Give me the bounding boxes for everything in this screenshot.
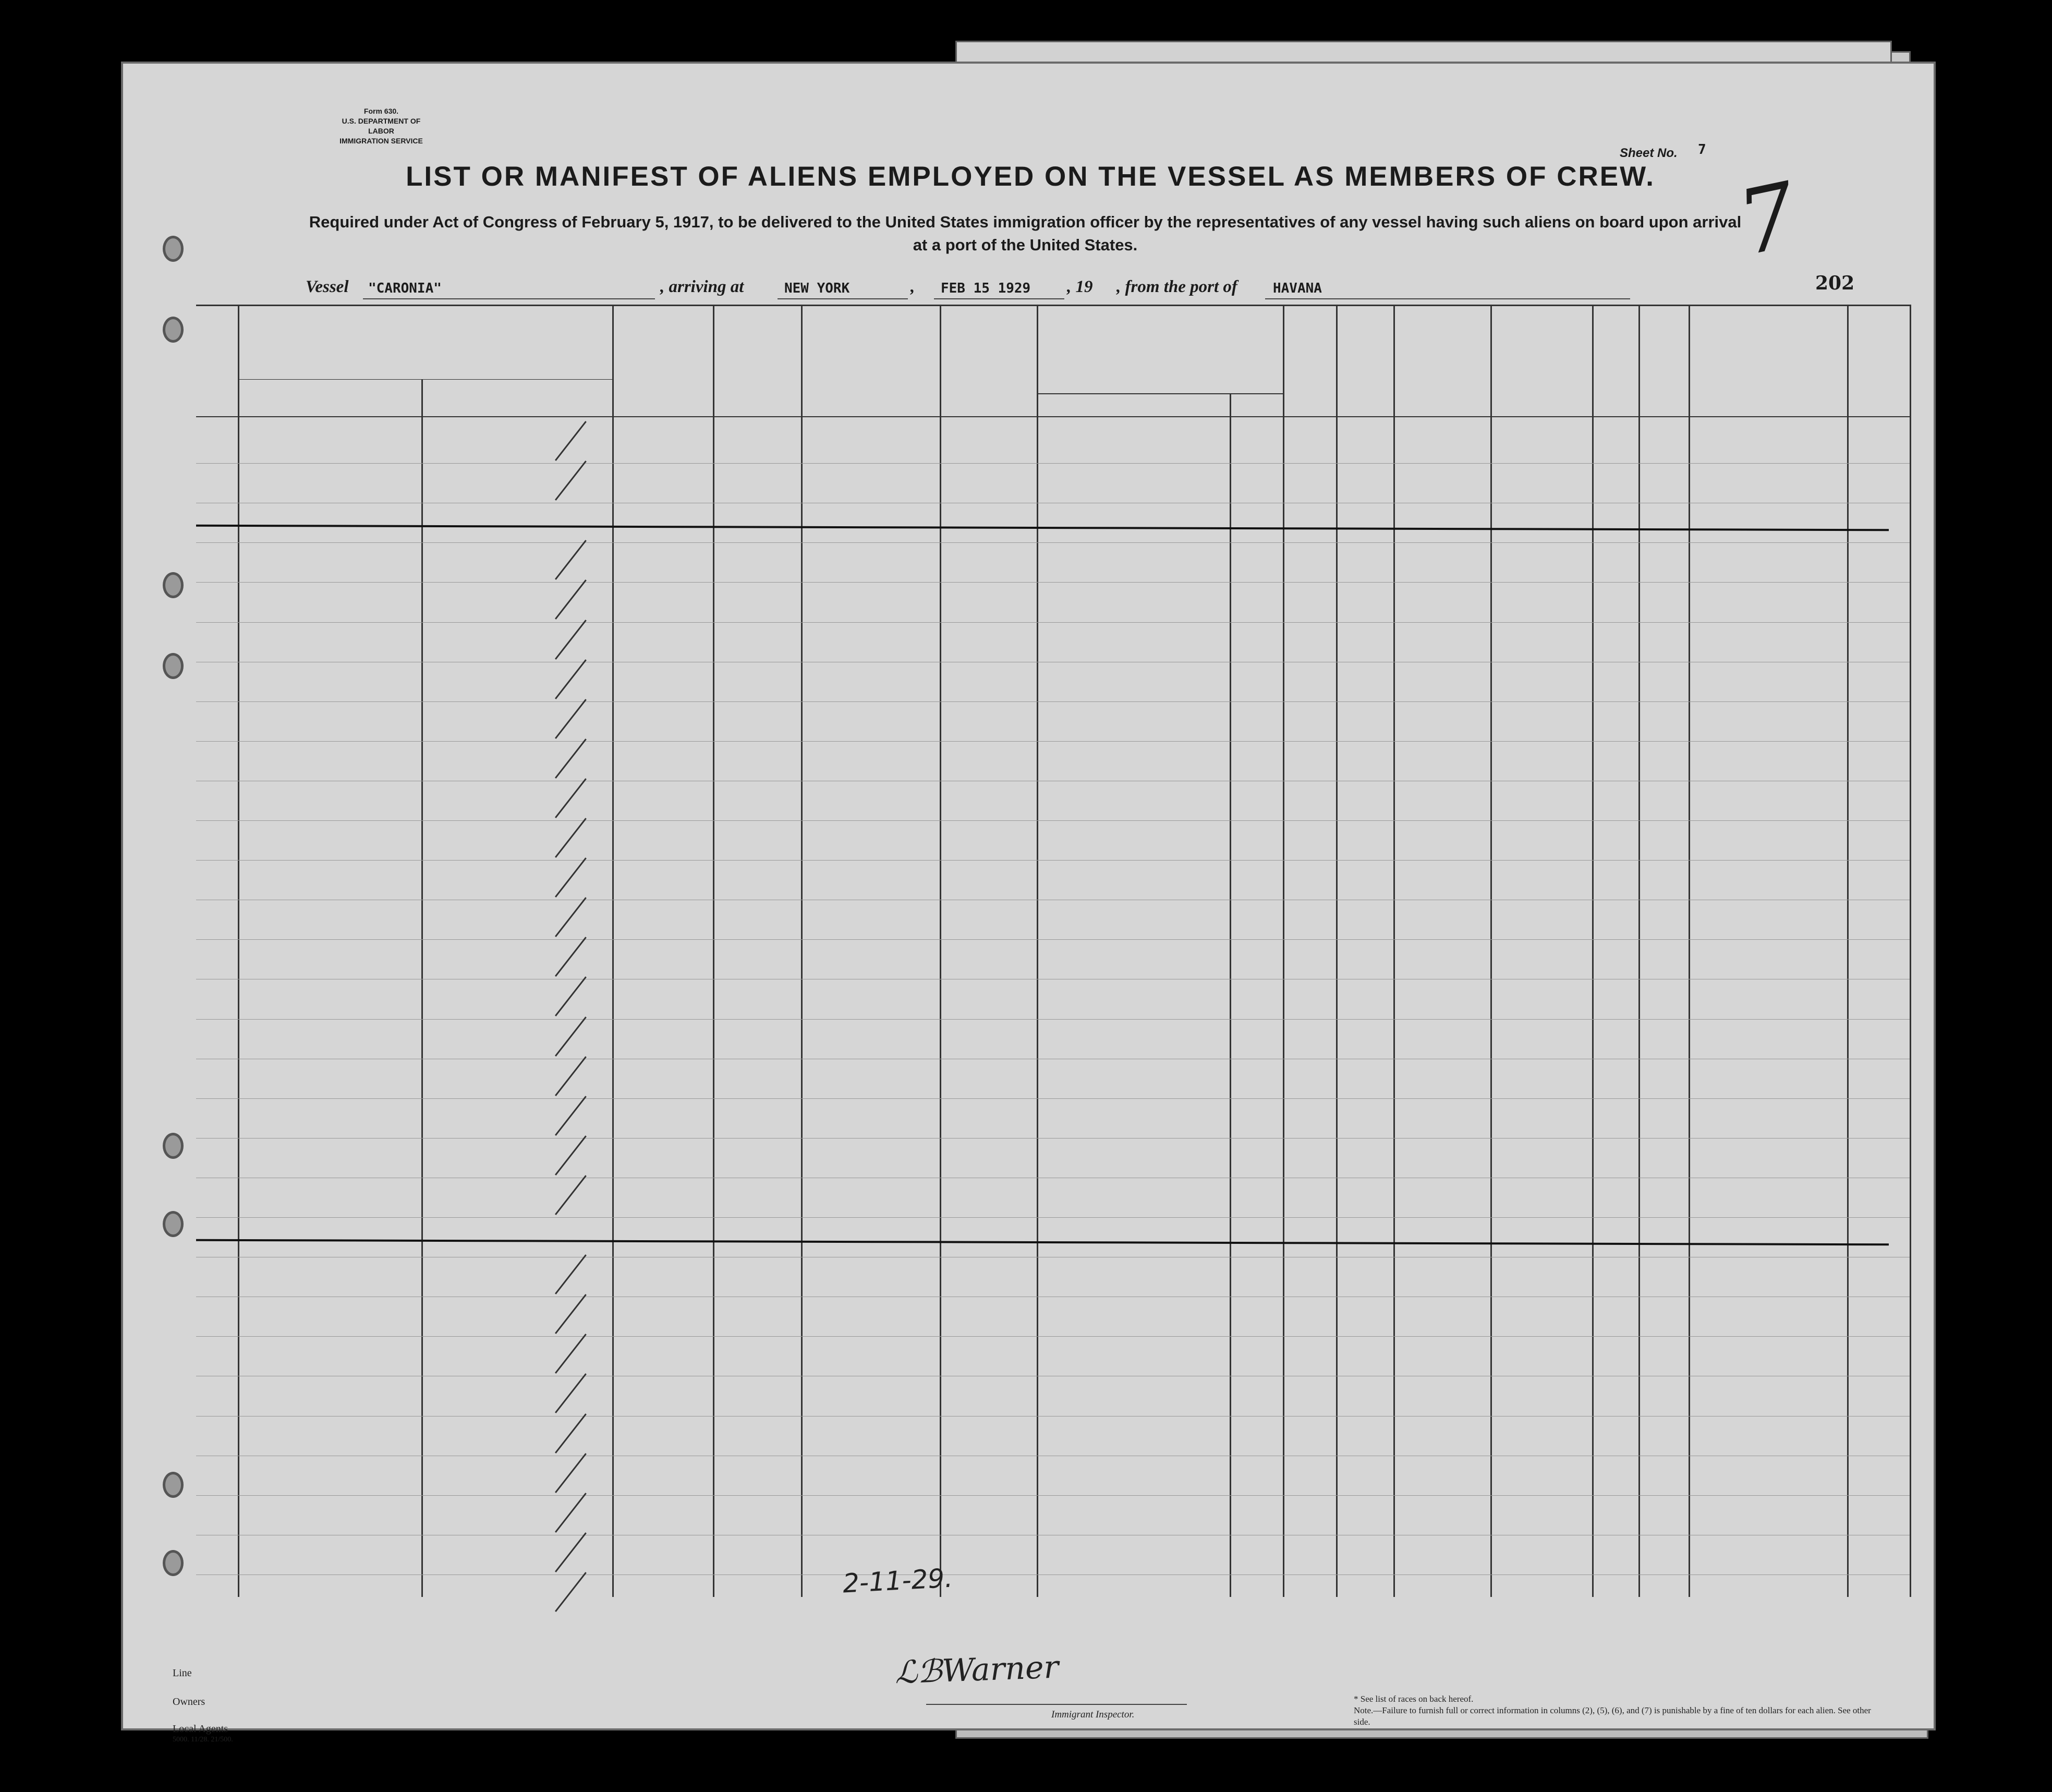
row-rule — [196, 939, 1910, 940]
vessel-name: "CARONIA" — [368, 281, 442, 296]
strikethrough-line — [196, 1239, 1889, 1245]
form-header-block — [329, 106, 433, 146]
from-port-label: , from the port of — [1116, 277, 1237, 296]
page-title: LIST OR MANIFEST OF ALIENS EMPLOYED ON THE VESSEL AS MEMBERS OF CREW. — [406, 161, 1655, 192]
column-rule — [1638, 305, 1640, 1597]
column-rule — [421, 379, 423, 1597]
check-mark — [555, 1334, 587, 1374]
owners-label: Owners — [173, 1696, 205, 1708]
check-mark — [555, 1413, 587, 1454]
footer-notes — [1354, 1693, 1875, 1728]
column-rule — [1490, 305, 1492, 1597]
column-rule — [238, 305, 239, 1597]
penalty-note: Note.—Failure to furnish full or correct information in columns (2), (5), (6), and (7) is punishable by a fine of ten dollars for each alien. See other side. — [1354, 1705, 1871, 1727]
row-rule — [196, 542, 1910, 543]
row-rule — [196, 1019, 1910, 1020]
check-mark — [555, 738, 587, 779]
department-name: U.S. DEPARTMENT OF LABOR — [342, 117, 421, 135]
column-rule — [1283, 305, 1284, 1597]
departure-port: HAVANA — [1273, 281, 1322, 296]
column-rule — [1230, 393, 1231, 1597]
column-rule — [1037, 305, 1038, 1597]
check-mark — [555, 778, 587, 818]
binder-hole — [163, 236, 184, 262]
check-mark — [555, 540, 587, 580]
page-subtitle: Required under Act of Congress of February 5, 1917, to be delivered to the United States immigration officer by the representatives of any vessel having such aliens on board upon arrival at a port of the United States. — [309, 213, 1742, 254]
year-label: , 19 — [1067, 277, 1093, 296]
row-rule — [196, 1098, 1910, 1099]
check-mark — [555, 421, 587, 461]
service-name: IMMIGRATION SERVICE — [339, 137, 423, 145]
check-mark — [555, 620, 587, 660]
column-rule — [612, 305, 614, 1597]
sheet-number-value: 7 — [1698, 142, 1706, 158]
row-rule — [196, 1495, 1910, 1496]
row-rule — [196, 860, 1910, 861]
row-rule — [196, 820, 1910, 821]
row-rule — [196, 622, 1910, 623]
row-rule — [196, 701, 1910, 702]
check-mark — [555, 1532, 587, 1572]
check-mark — [555, 897, 587, 937]
strikethrough-line — [196, 525, 1889, 531]
row-rule — [196, 582, 1910, 583]
binder-hole — [163, 653, 184, 679]
check-mark — [555, 1135, 587, 1176]
sheet-number-label: Sheet No. — [1620, 146, 1678, 160]
binder-hole — [163, 1550, 184, 1576]
header-bottom-rule — [196, 416, 1910, 417]
check-mark — [555, 1294, 587, 1334]
check-mark — [555, 461, 587, 501]
binder-hole — [163, 572, 184, 598]
page-stamp-number: 202 — [1815, 272, 1855, 294]
handwritten-date-note: 2-11-29. — [842, 1563, 954, 1599]
row-rule — [196, 1217, 1910, 1218]
manifest-sheet — [121, 62, 1936, 1743]
column-rule — [1910, 305, 1911, 1597]
arrival-date: FEB 15 1929 — [941, 281, 1031, 296]
column-rule — [940, 305, 941, 1597]
column-rule — [1689, 305, 1690, 1597]
binder-hole — [163, 317, 184, 343]
inspector-label: Immigrant Inspector. — [1051, 1709, 1135, 1720]
binder-hole — [163, 1211, 184, 1237]
column-rule — [1847, 305, 1849, 1597]
signature-line — [926, 1704, 1187, 1705]
line-label: Line — [173, 1667, 192, 1679]
check-mark — [555, 659, 587, 699]
print-code: 5000. 11/28. 21/500. — [173, 1736, 233, 1743]
column-rule — [713, 305, 714, 1597]
row-rule — [196, 1138, 1910, 1139]
check-mark — [555, 699, 587, 739]
inspector-signature: ℒℬWarner — [894, 1649, 1060, 1691]
handwritten-sheet-number: 7 — [1729, 163, 1806, 276]
check-mark — [555, 1453, 587, 1493]
name-subheader-rule — [238, 379, 612, 380]
check-mark — [555, 1175, 587, 1215]
shipped-subheader-rule — [1037, 393, 1283, 394]
check-mark — [555, 857, 587, 898]
check-mark — [555, 1374, 587, 1414]
vessel-label: Vessel — [306, 277, 349, 296]
row-rule — [196, 1336, 1910, 1337]
check-mark — [555, 580, 587, 620]
check-mark — [555, 1016, 587, 1057]
vessel-info-line: Vessel "CARONIA" , arriving at NEW YORK , FEB 15 1929 , 19 , from the port of HAVANA — [306, 277, 1974, 304]
form-number: Form 630. — [363, 107, 399, 115]
races-note: * See list of races on back hereof. — [1354, 1694, 1474, 1704]
column-rule — [1592, 305, 1594, 1597]
check-mark — [555, 1056, 587, 1096]
row-rule — [196, 741, 1910, 742]
binder-hole — [163, 1133, 184, 1159]
check-mark — [555, 818, 587, 858]
check-mark — [555, 1493, 587, 1533]
check-mark — [555, 1572, 587, 1612]
row-rule — [196, 463, 1910, 464]
arriving-label: , arriving at — [660, 277, 744, 296]
check-mark — [555, 1096, 587, 1136]
check-mark — [555, 977, 587, 1017]
table-top-rule — [196, 305, 1910, 306]
arriving-port: NEW YORK — [784, 281, 850, 296]
binder-hole — [163, 1472, 184, 1498]
check-mark — [555, 1254, 587, 1294]
column-rule — [801, 305, 803, 1597]
column-rule — [1336, 305, 1338, 1597]
check-mark — [555, 937, 587, 977]
column-rule — [1393, 305, 1395, 1597]
local-agents-label: Local Agents — [173, 1723, 228, 1735]
